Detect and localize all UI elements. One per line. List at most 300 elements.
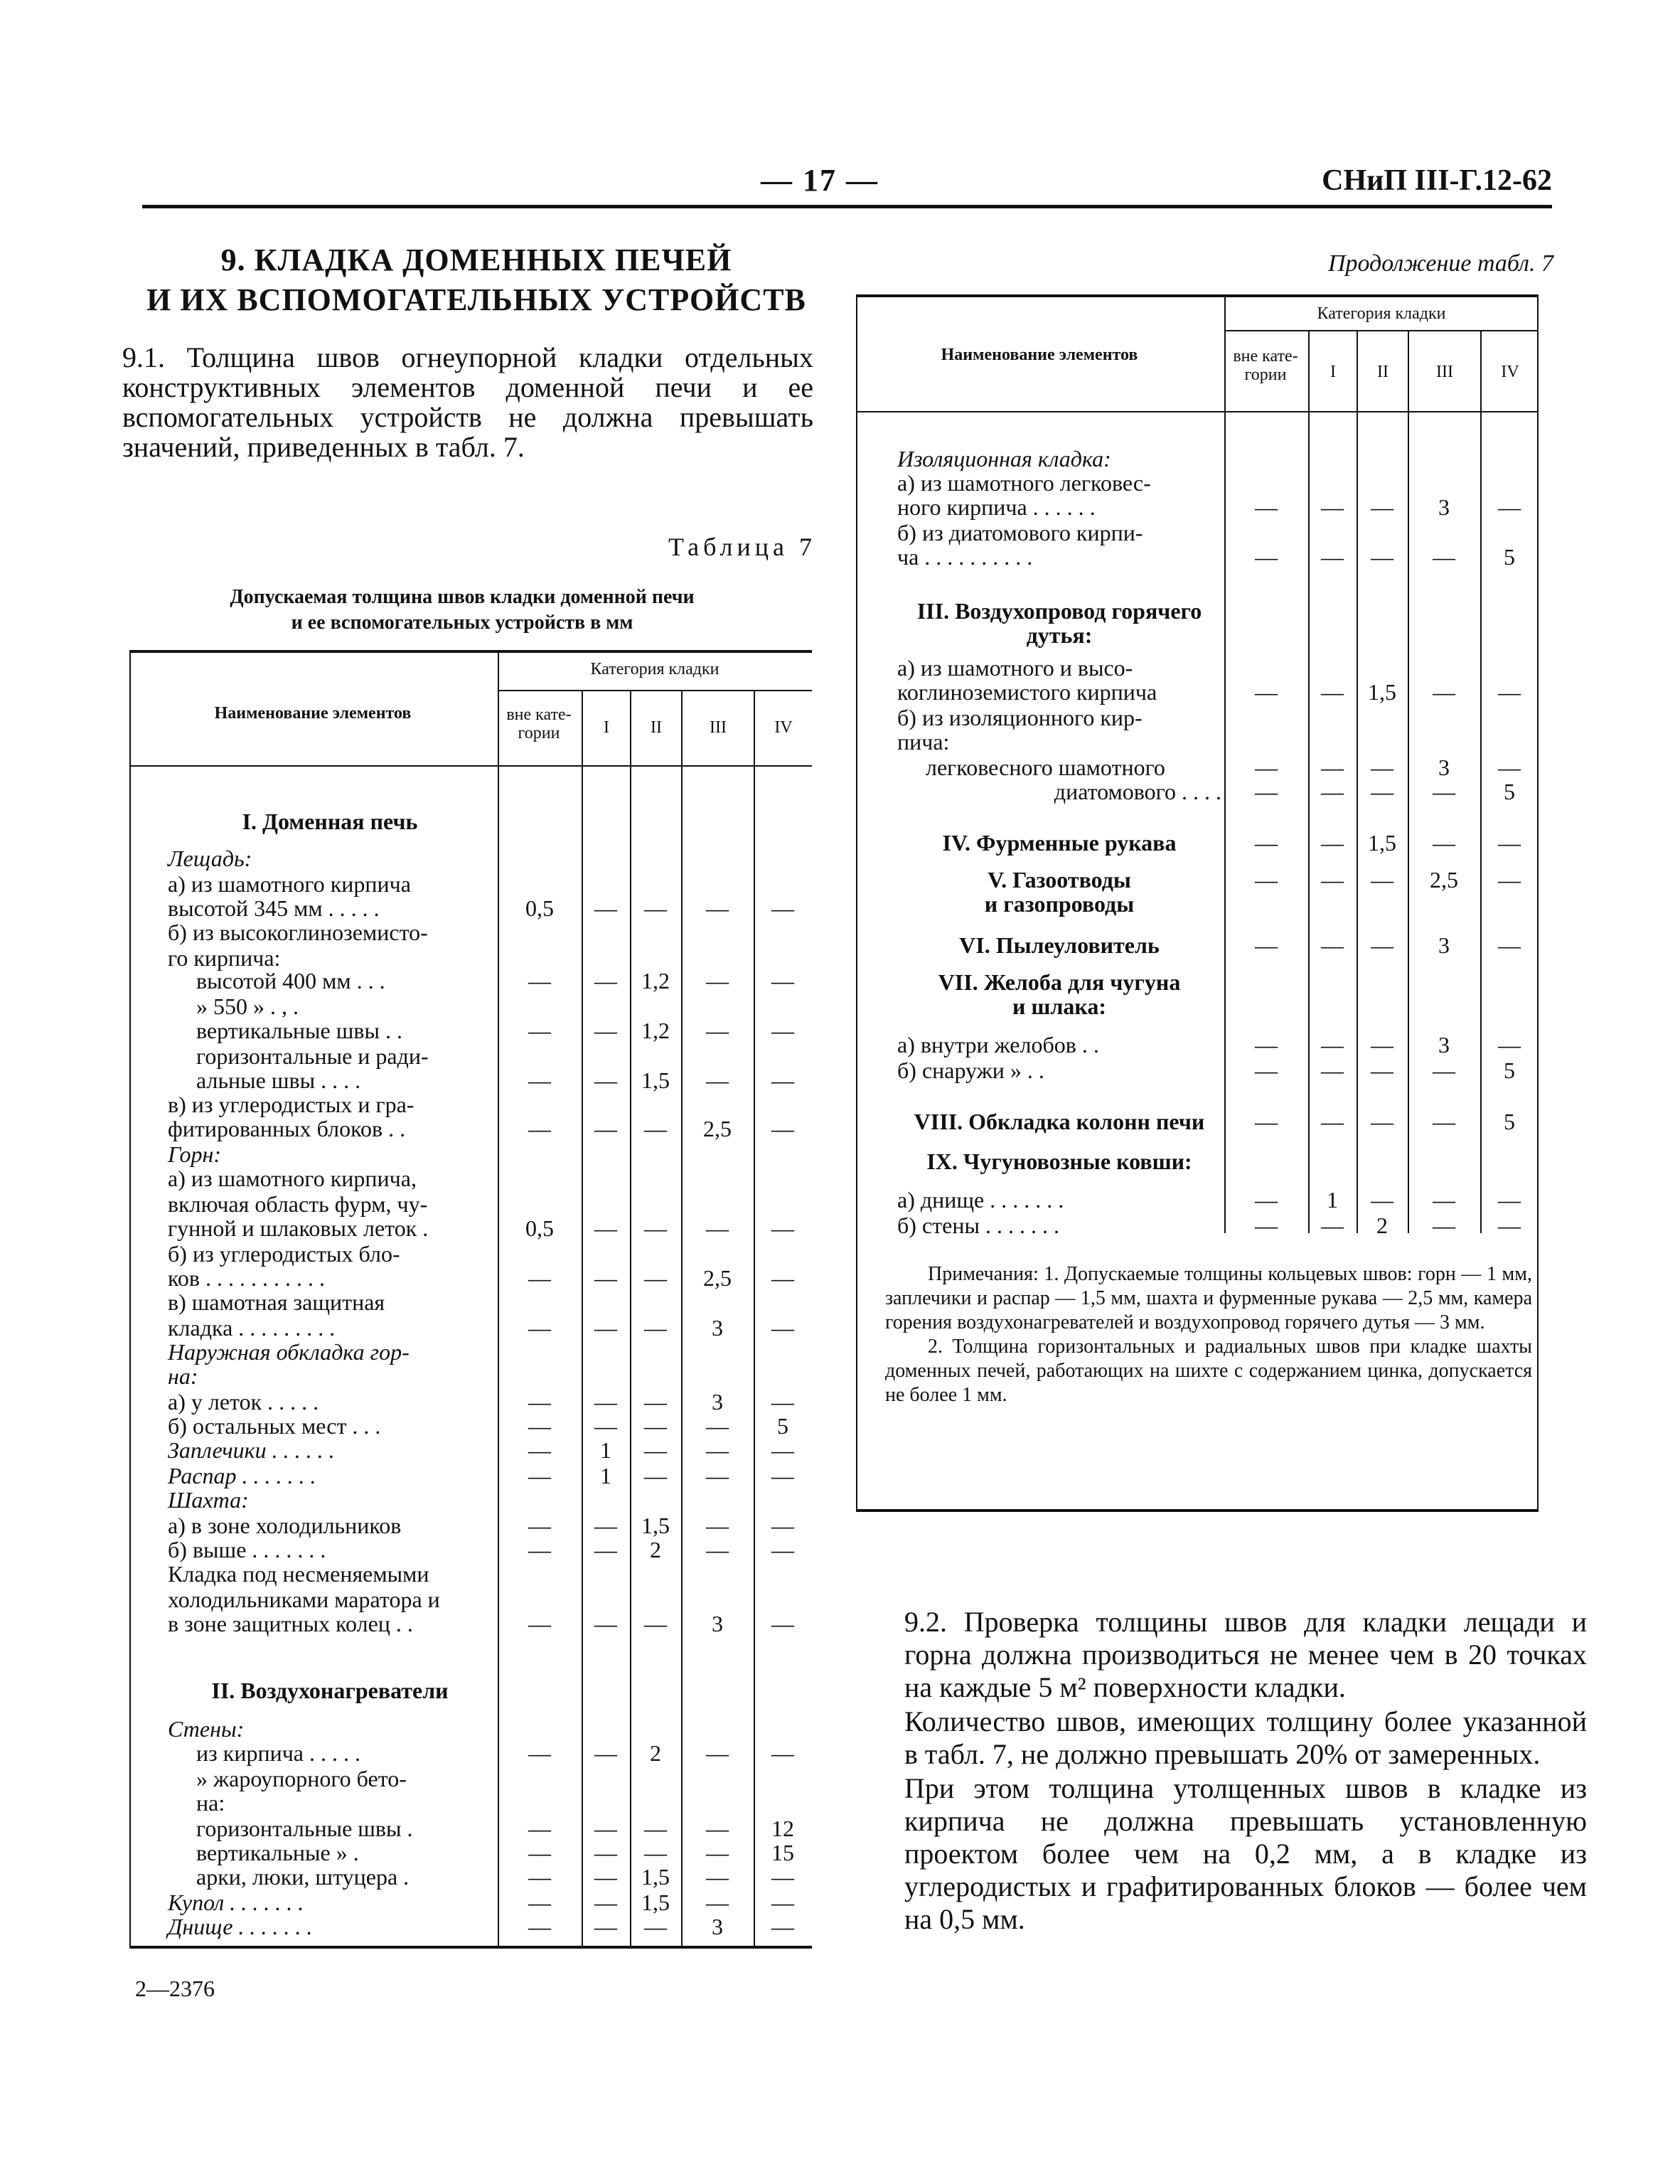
row-value: — [706,1537,729,1562]
row-value: — [1321,1213,1344,1238]
page-number: — 17 — [761,163,879,198]
row-label: а) внутри желобов . . [897,1032,1099,1058]
row-label: Купол . . . . . . . [168,1890,304,1915]
cont-header-ii: II [1377,363,1389,381]
row-value: — [594,895,617,921]
row-label: VIII. Обкладка колонн печи [914,1109,1205,1134]
row-label: на: [168,1363,198,1389]
paragraph-9-2-p2: Количество швов, имеющих толщину более указанной в табл. 7, не должно превышать 20% от замеренных. [904,1705,1587,1770]
row-value: — [706,1816,729,1841]
row-value: — [706,968,729,994]
row-value: — [1255,779,1278,804]
row-value: 1 [600,1437,611,1463]
row-label: горизонтальные швы . [196,1816,413,1841]
row-label: высотой 345 мм . . . . . [168,895,380,921]
row-label: Шахта: [168,1487,249,1513]
row-value: — [594,1816,617,1841]
row-value: — [1321,830,1344,856]
col-header-iv: IV [774,718,793,737]
row-value: — [1255,1187,1278,1213]
section-title [135,240,818,320]
row-value: — [528,1116,551,1141]
row-value: — [1321,679,1344,705]
row-value: — [771,1315,794,1341]
row-value: 2,5 [703,1116,732,1141]
table-row [0,471,1680,495]
row-value: — [1371,755,1393,780]
row-value: — [594,1389,617,1415]
table-row [0,1438,1680,1462]
row-value: — [1321,1109,1344,1134]
row-value: — [1371,1058,1393,1083]
row-label: а) из шамотного кирпича [168,871,411,897]
row-label: б) из высокоглиноземисто- [168,920,428,945]
row-value: — [1371,867,1393,893]
row-label: фитированных блоков . . [168,1116,406,1141]
row-value: — [528,1389,551,1415]
paragraph-9-2 [904,1606,1587,1937]
table-row [0,1538,1680,1562]
row-label: а) из шамотного и высо- [897,655,1133,681]
row-label: холодильниками маратора и [168,1587,440,1612]
row-label: ча . . . . . . . . . . [897,544,1033,570]
row-value: — [771,1740,794,1766]
row-value: — [644,1463,667,1488]
row-value: — [1371,1109,1393,1134]
cont-header-group: Категория кладки [1317,304,1446,323]
row-label: » 550 » . , . [196,994,299,1019]
row-label: ков . . . . . . . . . . . [168,1265,326,1291]
table-row [0,892,1680,916]
row-value: — [706,1513,729,1538]
row-label: горизонтальные и ради- [196,1043,429,1069]
row-label: и шлака: [1012,994,1106,1019]
row-value: — [1433,1187,1455,1213]
table-row [0,779,1680,804]
row-value: — [594,1215,617,1241]
row-value: — [1498,867,1521,893]
row-value: — [644,1816,667,1841]
row-value: 0,5 [525,895,554,921]
table-row [0,545,1680,569]
row-value: — [771,1265,794,1291]
row-value: — [644,1215,667,1241]
row-value: — [594,1864,617,1890]
row-value: — [594,1611,617,1636]
row-value: — [1433,830,1455,856]
row-value: — [1498,494,1521,520]
table-row [0,1058,1680,1082]
row-label: легковесного шамотного [926,755,1165,780]
row-value: — [1498,830,1521,856]
table-row [0,1464,1680,1488]
row-label: а) у леток . . . . . [168,1389,319,1415]
row-value: — [771,1215,794,1241]
row-value: — [1433,544,1455,570]
row-value: — [771,1437,794,1463]
row-value: — [1371,1187,1393,1213]
row-value: — [1255,932,1278,958]
row-value: — [528,1537,551,1562]
row-value: — [594,1315,617,1341]
row-label: дутья: [1026,622,1093,648]
row-label: Наружная обкладка гор- [168,1339,410,1365]
row-value: — [771,1067,794,1093]
row-value: — [594,1537,617,1562]
section-title-line-1: 9. КЛАДКА ДОМЕННЫХ ПЕЧЕЙ [220,243,732,277]
row-value: — [771,968,794,994]
row-label: VII. Желоба для чугуна [938,969,1181,995]
row-value: — [644,1116,667,1141]
cont-header-name: Наименование элементов [941,346,1138,364]
row-label: гунной и шлаковых леток . [168,1215,429,1241]
row-value: — [594,1018,617,1043]
row-label: Кладка под несменяемыми [168,1561,429,1587]
header-rule [142,205,1552,208]
row-value: — [771,1116,794,1141]
row-label: » жароупорного бето- [196,1766,407,1791]
row-value: — [1433,1058,1455,1083]
row-value: — [528,1816,551,1841]
row-label: б) из изоляционного кир- [897,705,1143,730]
note-2: 2. Толщина горизонтальных и радиальных швов при кладке шахты доменных печей, работающих на шихте с содержанием цинка, допускается не более 1 мм. [885,1336,1532,1406]
row-label: Стены: [168,1716,245,1742]
row-value: — [706,895,729,921]
row-value: 1,2 [641,968,670,994]
row-label: в зоне защитных колец . . [168,1611,413,1636]
row-label: б) снаружи » . . [897,1058,1044,1083]
row-value: — [528,1315,551,1341]
row-value: — [771,1463,794,1488]
row-label: б) из углеродистых бло- [168,1241,400,1267]
row-value: — [1255,679,1278,705]
row-value: 5 [1504,1109,1515,1134]
row-value: — [528,1018,551,1043]
row-value: — [1433,1213,1455,1238]
col-header-i: I [604,718,609,737]
row-value: — [706,1215,729,1241]
col-header-name: Наименование элементов [214,704,412,723]
row-value: — [706,1864,729,1890]
row-label: Лещадь: [168,846,252,871]
table-row [0,1033,1680,1057]
row-value: — [1321,867,1344,893]
row-value: — [594,1116,617,1141]
table-row [0,680,1680,704]
table-row [0,1149,1680,1173]
table-row [0,1562,1680,1586]
row-label: в) из углеродистых и гра- [168,1092,414,1117]
row-value: 2 [650,1537,661,1562]
row-value: — [771,1864,794,1890]
row-value: — [644,1413,667,1439]
row-value: 5 [1504,1058,1515,1083]
row-value: — [706,1437,729,1463]
row-value: — [644,1437,667,1463]
row-label: арки, люки, штуцера . [196,1864,410,1890]
row-value: — [594,1890,617,1915]
row-value: 2,5 [703,1265,732,1291]
row-value: 1,5 [641,1067,670,1093]
row-value: — [1255,544,1278,570]
table-row [0,521,1680,545]
row-value: 1,5 [641,1864,670,1890]
row-label: включая область фурм, чу- [168,1191,428,1217]
col-header-ii: II [651,718,662,737]
row-value: — [1321,1032,1344,1058]
row-label: II. Воздухонагреватели [211,1678,449,1703]
row-value: 3 [1438,494,1450,520]
table-row [0,1513,1680,1538]
row-value: 1,2 [641,1018,670,1043]
row-label: б) выше . . . . . . . [168,1537,326,1562]
table-row [0,623,1680,647]
row-value: — [528,1611,551,1636]
row-value: — [528,1840,551,1865]
col-header-group: Категория кладки [590,660,719,678]
row-label: Распар . . . . . . . [168,1463,316,1488]
footer-code: 2—2376 [135,1976,215,2001]
row-value: — [528,1914,551,1939]
row-value: — [771,1914,794,1939]
row-value: 1 [1327,1187,1338,1213]
row-label: а) из шамотного легковес- [897,470,1151,496]
row-value: — [1321,1058,1344,1083]
row-label: пича: [897,729,950,755]
row-label: V. Газоотводы [988,867,1131,893]
row-label: го кирпича: [168,945,281,971]
row-value: — [594,1067,617,1093]
row-value: 1,5 [641,1890,670,1915]
row-value: — [1255,867,1278,893]
continuation-caption: Продолжение табл. 7 [1327,250,1553,277]
row-value: — [594,1840,617,1865]
row-value: — [771,1513,794,1538]
row-value: — [1255,494,1278,520]
row-value: 2 [650,1740,661,1766]
table-title-line-1: Допускаемая толщина швов кладки доменной печи [230,586,695,608]
row-value: — [1498,1032,1521,1058]
row-value: — [1255,1213,1278,1238]
row-value: 1,5 [641,1513,670,1538]
row-value: — [528,1890,551,1915]
col-header-out: вне кате- гории [506,705,572,742]
row-value: — [644,1315,667,1341]
row-value: — [1321,494,1344,520]
table-bottom-rule [129,1946,812,1949]
row-value: 3 [1438,1032,1450,1058]
row-value: — [1433,679,1455,705]
row-value: — [1498,1187,1521,1213]
row-label: а) из шамотного кирпича, [168,1166,417,1191]
row-value: — [528,1067,551,1093]
row-value: — [1498,755,1521,780]
table-caption: Таблица 7 [668,533,816,561]
row-value: 15 [771,1840,794,1865]
table-top-rule [129,650,812,653]
row-label: из кирпича . . . . . [196,1740,360,1766]
row-value: — [644,1265,667,1291]
row-label: вертикальные » . [196,1840,359,1865]
row-label: альные швы . . . . [196,1067,361,1093]
row-value: — [706,1463,729,1488]
row-label: коглиноземистого кирпича [897,679,1157,705]
paragraph-9-2-p3: При этом толщина утолщенных швов в кладке из кирпича не должна превышать установленную проектом более чем на 0,2 мм, а в кладке из углеродистых и графитированных блоков — более чем на 0,5 мм. [904,1772,1587,1935]
row-label: III. Воздухопровод горячего [916,598,1202,624]
row-label: вертикальные швы . . [196,1018,402,1043]
row-value: — [528,1265,551,1291]
cont-group-rule [1224,330,1539,331]
row-value: 2,5 [1430,867,1458,893]
cont-header-out: вне кате- гории [1233,347,1298,384]
row-value: 3 [712,1389,723,1415]
row-value: — [771,1389,794,1415]
row-value: — [594,968,617,994]
row-value: — [706,1067,729,1093]
row-value: — [528,1864,551,1890]
table-row [0,1213,1680,1237]
row-value: — [1433,779,1455,804]
row-label: б) стены . . . . . . . [897,1213,1059,1238]
row-label: Изоляционная кладка: [897,446,1111,472]
row-value: — [771,1890,794,1915]
table-row [0,599,1680,623]
row-value: — [594,1740,617,1766]
row-value: — [1371,779,1393,804]
row-value: — [1498,932,1521,958]
table-row [0,447,1680,471]
row-value: — [1321,779,1344,804]
row-value: — [771,1611,794,1636]
table-row [0,1109,1680,1134]
row-label: кладка . . . . . . . . . [168,1315,336,1341]
row-value: — [528,1463,551,1488]
row-value: — [1433,1109,1455,1134]
cont-bottom-rule [856,1509,1539,1512]
row-value: — [706,1890,729,1915]
document-code: СНиП III-Г.12-62 [1322,164,1552,197]
table-row [0,970,1680,994]
row-value: — [1321,544,1344,570]
row-value: 3 [712,1914,723,1939]
row-value: — [1498,1213,1521,1238]
row-value: — [1255,755,1278,780]
row-value: — [644,1914,667,1939]
paragraph-9-1: 9.1. Толщина швов огнеупорной кладки отдельных конструктивных элементов доменной печи и ее вспомогательных устройств не должна превышать значений, приведенных в табл. 7. [122,341,813,463]
row-value: 3 [1438,755,1450,780]
row-label: IV. Фурменные рукава [942,830,1177,856]
table-row [0,1414,1680,1438]
row-value: — [1498,679,1521,705]
paragraph-9-2-p1: 9.2. Проверка толщины швов для кладки лещади и горна должна производиться не менее чем в 20 точках на каждые 5 м² поверхности кладки. [904,1606,1587,1703]
row-value: — [644,1611,667,1636]
row-value: — [1255,1058,1278,1083]
row-value: — [1371,544,1393,570]
row-value: — [1255,1109,1278,1134]
row-value: 2 [1376,1213,1388,1238]
row-value: 5 [1504,779,1515,804]
row-label: VI. Пылеуловитель [959,932,1160,958]
row-label: IX. Чугуновозные ковши: [926,1149,1192,1174]
row-value: — [771,895,794,921]
table-row [0,994,1680,1018]
row-label: на: [196,1790,225,1816]
row-value: 5 [1504,544,1515,570]
row-label: в) шамотная защитная [168,1289,385,1315]
row-label: Горн: [168,1141,222,1167]
row-value: 5 [777,1413,788,1439]
note-1: Примечания: 1. Допускаемые толщины кольцевых швов: горн — 1 мм, заплечики и распар — 1,5 мм, шахта и фурменные рукава — 2,5 мм, камера горения воздухонагревателей и воздухопровод горячего дутья — 3 мм. [885,1263,1532,1333]
table-row [0,495,1680,519]
row-value: 3 [712,1315,723,1341]
cont-header-iv: IV [1501,363,1519,381]
row-value: 12 [771,1816,794,1841]
table-row [0,705,1680,730]
table-notes [885,1262,1532,1407]
table-row [0,656,1680,680]
row-label: Заплечики . . . . . . [168,1437,335,1463]
row-label: а) в зоне холодильников [168,1513,402,1538]
row-value: — [1321,755,1344,780]
row-value: 3 [1438,932,1450,958]
row-value: — [528,1413,551,1439]
table-row [0,831,1680,855]
row-value: — [1371,932,1393,958]
row-value: — [594,1914,617,1939]
row-value: — [706,1018,729,1043]
row-value: — [1255,1032,1278,1058]
row-label: б) из диатомового кирпи- [897,520,1143,545]
row-label: б) остальных мест . . . [168,1413,381,1439]
row-value: 1,5 [1368,679,1396,705]
row-value: — [644,1389,667,1415]
row-label: I. Доменная печь [242,809,418,834]
cont-header-iii: III [1436,363,1453,381]
col-header-iii: III [710,718,727,737]
row-value: — [594,1265,617,1291]
row-label: а) днище . . . . . . . [897,1187,1064,1213]
row-value: — [528,1513,551,1538]
row-value: 1 [600,1463,611,1488]
row-label: ного кирпича . . . . . . [897,494,1096,520]
row-label: Днище . . . . . . . [168,1914,313,1939]
table-title-line-2: и ее вспомогательных устройств в мм [291,612,633,634]
row-value: — [528,1437,551,1463]
table-row [0,1188,1680,1212]
row-value: — [1371,1032,1393,1058]
row-value: — [1255,830,1278,856]
cont-header-i: I [1330,363,1336,381]
row-value: — [771,1537,794,1562]
row-value: — [706,1413,729,1439]
row-value: — [706,1740,729,1766]
row-label: диатомового . . . . [1054,779,1221,804]
table-row [0,755,1680,779]
row-value: — [644,1840,667,1865]
row-value: — [528,1740,551,1766]
row-value: — [706,1840,729,1865]
row-value: — [644,895,667,921]
row-value: — [594,1513,617,1538]
table-row [0,730,1680,754]
row-value: — [594,1413,617,1439]
section-title-line-2: И ИХ ВСПОМОГАТЕЛЬНЫХ УСТРОЙСТВ [146,282,806,317]
table-row [0,1488,1680,1512]
row-value: — [528,968,551,994]
row-value: 0,5 [525,1215,554,1241]
row-value: 1,5 [1368,830,1396,856]
row-value: — [1371,494,1393,520]
